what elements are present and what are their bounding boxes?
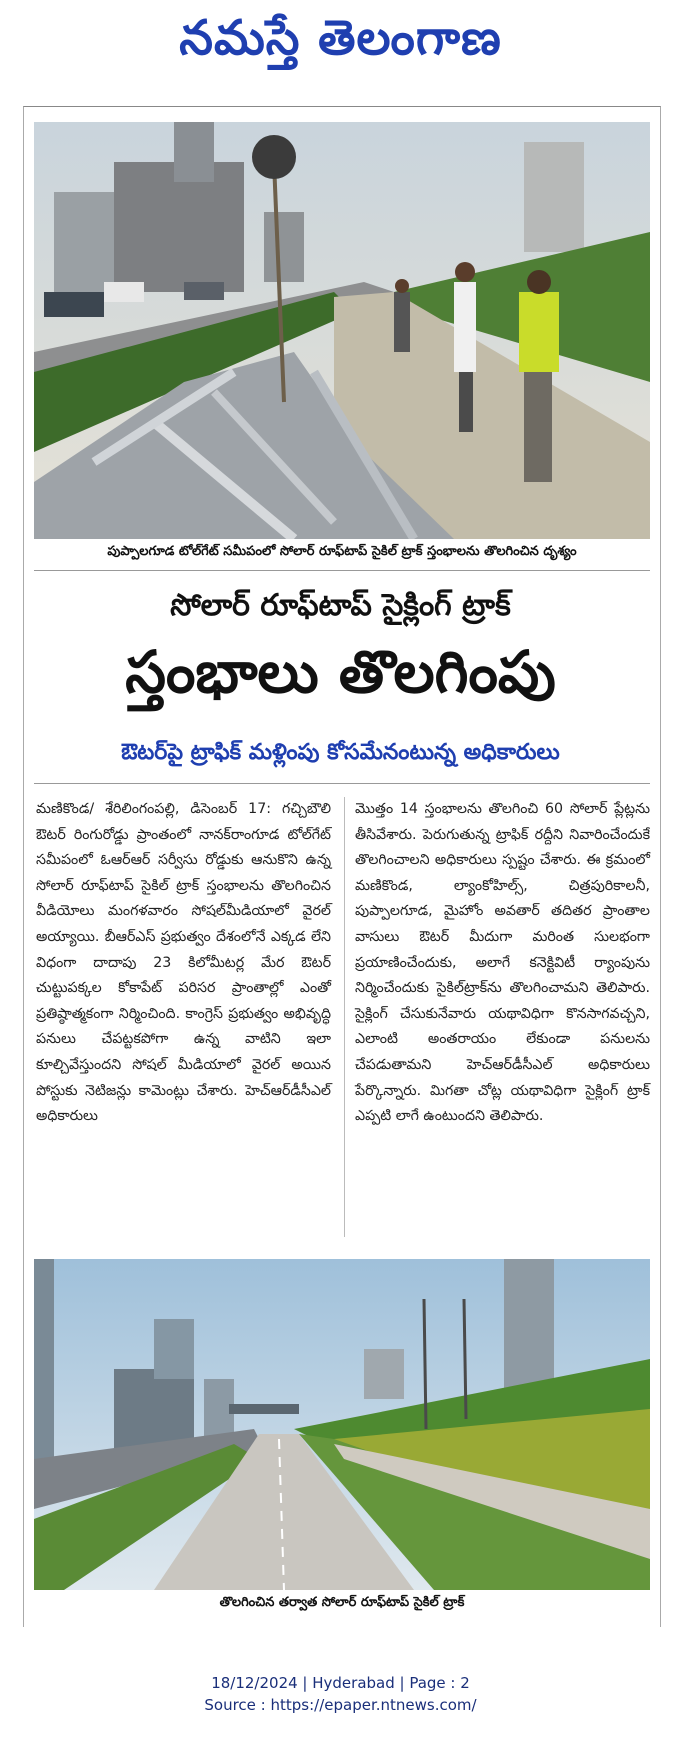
top-photo-illustration (34, 122, 650, 539)
footer (0, 1672, 681, 1716)
article-column-right: మొత్తం 14 స్తంభాలను తొలగించి 60 సోలార్ ప్లేట్లను తీసివేశారు. పెరుగుతున్న ట్రాఫిక్ రద్దీని నివారించేందుకే తొలగించాలని అధికారులు స్పష్టం చేశారు. ఈ క్రమంలో మణికొండ, ల్యాంకోహిల్స్, చిత్రపురికాలనీ, పుప్పాలగూడ, మైహోం అవతార్ తదితర ప్రాంతాల వాసులు ఔటర్ మీదుగా మరింత సులభంగా ప్రయాణించేందుకు, అలాగే కనెక్టివిటీ ర్యాంపును నిర్మించేందుకు సైకిల్‌ట్రాక్‌ను తొలగించామని తెలిపారు. సైక్లింగ్ చేసుకునేవారు యథావిధిగా కొనసాగవచ్చని, ఎలాంటి అంతరాయం లేకుండా పనులను చేపడుతామని హెచ్‌ఆర్‌డీసీఎల్ అధికారులు పేర్కొన్నారు. మిగతా చోట్ల యథావిధిగా సైక్లింగ్ ట్రాక్ ఎప్పటి లాగే ఉంటుందని తెలిపారు. (355, 801, 650, 1125)
divider-line (34, 783, 650, 784)
article-headline: స్తంభాలు తొలగింపు (125, 638, 556, 706)
top-photo (34, 122, 650, 539)
bottom-photo-caption: తొలగించిన తర్వాత సోలార్ రూఫ్‌టాప్ సైకిల్ ట్రాక్ (219, 1595, 465, 1610)
top-photo-caption: పుప్పాలగూడ టోల్‌గేట్ సమీపంలో సోలార్ రూఫ్‌టాప్ సైకిల్ ట్రాక్ స్తంభాలను తొలగించిన దృశ్యం (107, 544, 577, 559)
footer-date-line: 18/12/2024 | Hyderabad | Page : 2 (211, 1674, 470, 1692)
masthead (0, 10, 681, 78)
article-subheadline: ఔటర్‌పై ట్రాఫిక్ మళ్లింపు కోసమేనంటున్న అధికారులు (121, 740, 560, 765)
column-divider (344, 797, 345, 1237)
divider-line (34, 570, 650, 571)
newspaper-name: నమస్తే తెలంగాణ (179, 10, 502, 66)
footer-source-line: Source : https://epaper.ntnews.com/ (204, 1696, 477, 1714)
article-kicker: సోలార్ రూఫ్‌టాప్ సైక్లింగ్ ట్రాక్ (170, 588, 511, 623)
bottom-photo (34, 1259, 650, 1590)
article-column-left: మణికొండ/ శేరిలింగంపల్లి, డిసెంబర్ 17: గచ్చిబౌలి ఔటర్ రింగురోడ్డు ప్రాంతంలో నానక్‌రాంగూడ టోల్‌గేట్ సమీపంలో ఓఆర్‌ఆర్ సర్వీసు రోడ్డుకు ఆనుకొని ఉన్న సోలార్ రూఫ్‌టాప్ సైకిల్ ట్రాక్ స్తంభాలను తొలగించిన వీడియోలు మంగళవారం సోషల్‌మీడియాలో వైరల్ అయ్యాయి. బీఆర్‌ఎస్ ప్రభుత్వం దేశంలోనే ఎక్కడ లేని విధంగా దాదాపు 23 కిలోమీటర్ల మేర ఔటర్ చుట్టుపక్కల కోకాపేట్ పరిసర ప్రాంతాల్లో ఎంతో ప్రతిష్ఠాత్మకంగా నిర్మించింది. కాంగ్రెస్ ప్రభుత్వం అభివృద్ధి పనులు చేపట్టకపోగా ఉన్న వాటిని ఇలా కూల్చివేస్తుందని సోషల్ మీడియాలో వైరల్ అయిన పోస్టుకు నెటిజన్లు కామెంట్లు చేశారు. హెచ్‌ఆర్‌డీసీఎల్ అధికారులు (36, 801, 331, 1125)
bottom-photo-illustration (34, 1259, 650, 1590)
